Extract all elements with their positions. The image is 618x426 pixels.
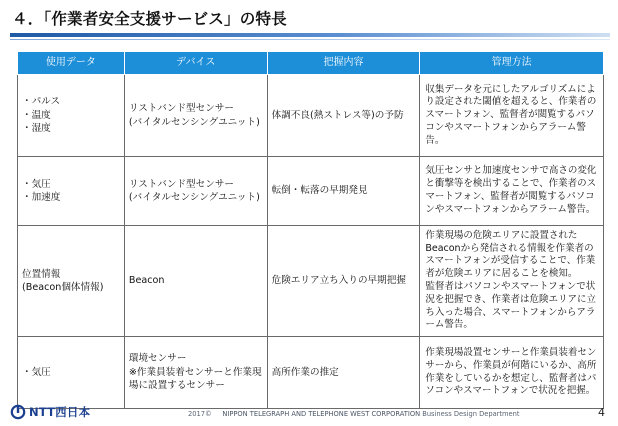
footer-year: 2017© (188, 410, 212, 418)
header-method: 管理方法 (420, 52, 604, 75)
title-underline-thin (10, 39, 610, 40)
cell-data: ・気圧 ・加速度 (18, 157, 125, 226)
cell-method: 気圧センサと加速度センサで高さの変化と衝撃等を検出することで、作業者のスマートフォン、監督者が閲覧するパソコンやスマートフォンからアラーム警告。 (420, 157, 604, 226)
cell-method: 作業現場の危険エリアに設置されたBeaconから発信される情報を作業者のスマートフォンが受信することで、作業者が危険エリアに居ることを検知。 監督者はパソコンやスマートフォンで状況を把握でき、作業者は危険エリアに立ち入った場合、スマートフォンからアラーム警告。 (420, 226, 604, 337)
cell-content: 高所作業の推定 (267, 337, 420, 409)
slide-title: ４．「作業者安全支援サービス」の特長 (12, 10, 287, 28)
header-data: 使用データ (18, 52, 125, 75)
cell-method: 収集データを元にしたアルゴリズムにより設定された閾値を超えると、作業者のスマートフォン、監督者が閲覧するパソコンやスマートフォンからアラーム警告。 (420, 75, 604, 157)
ntt-logo-icon (10, 404, 26, 420)
features-table (17, 51, 604, 409)
header-device: デバイス (124, 52, 267, 75)
table-row (18, 226, 604, 337)
table-header-row (18, 52, 604, 75)
cell-device: 環境センサー ※作業員装着センサーと作業現場に設置するセンサー (124, 337, 267, 409)
footer-copyright (188, 410, 520, 418)
cell-data: ・パルス ・温度 ・湿度 (18, 75, 125, 157)
footer-department: Business Design Department (422, 410, 520, 418)
table-row (18, 337, 604, 409)
header-content: 把握内容 (267, 52, 420, 75)
logo-text: NTT西日本 (29, 405, 91, 419)
company-logo (10, 404, 90, 420)
footer-corporation: NIPPON TELEGRAPH AND TELEPHONE WEST CORPORATION (222, 410, 421, 418)
cell-content: 転倒・転落の早期発見 (267, 157, 420, 226)
cell-device: リストバンド型センサー (バイタルセンシングユニット) (124, 157, 267, 226)
cell-data: ・気圧 (18, 337, 125, 409)
cell-device: リストバンド型センサー (バイタルセンシングユニット) (124, 75, 267, 157)
cell-device: Beacon (124, 226, 267, 337)
table-row (18, 75, 604, 157)
cell-content: 危険エリア立ち入りの早期把握 (267, 226, 420, 337)
title-underline (10, 33, 610, 37)
table-row (18, 157, 604, 226)
page-number: 4 (598, 406, 605, 419)
cell-method: 作業現場設置センサーと作業員装着センサーから、作業員が何階にいるか、高所作業をしているかを想定し、監督者はパソコンやスマートフォンで状況を把握。 (420, 337, 604, 409)
cell-data: 位置情報 (Beacon個体情報) (18, 226, 125, 337)
cell-content: 体調不良(熱ストレス等)の予防 (267, 75, 420, 157)
